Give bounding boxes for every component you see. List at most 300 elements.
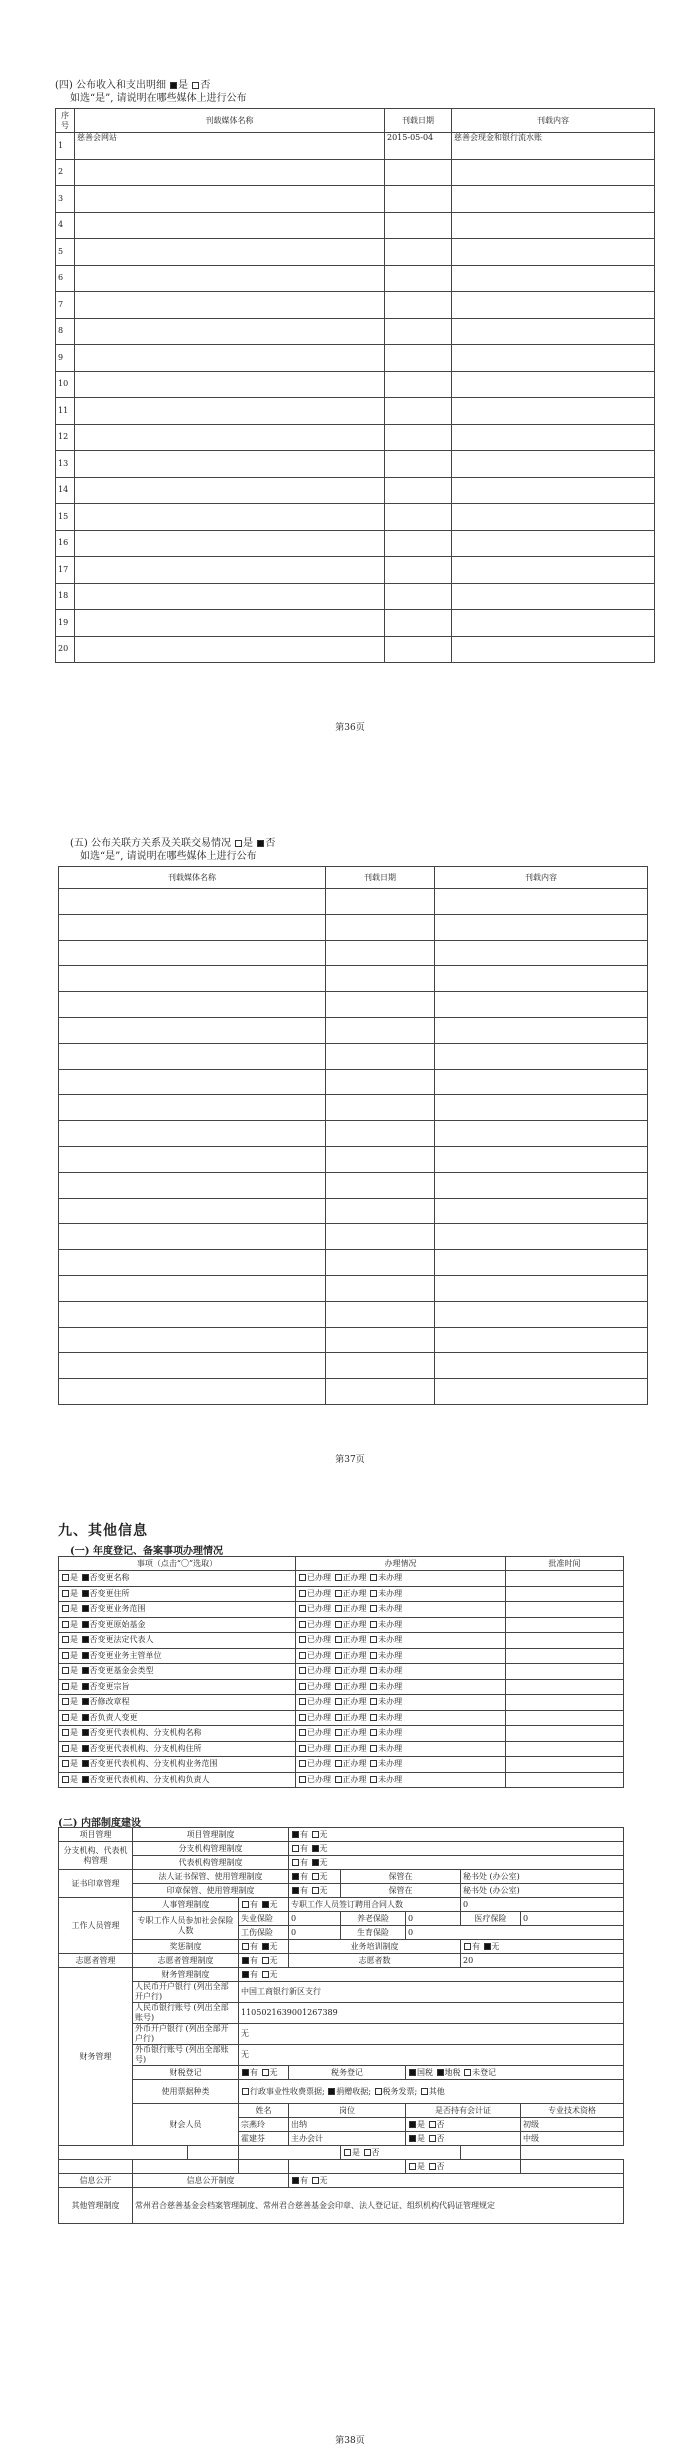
table-cell: 已办理 正办理 未办理 (296, 1726, 506, 1742)
checkbox[interactable] (82, 1621, 89, 1628)
table-cell (435, 889, 648, 915)
table-cell (435, 914, 648, 940)
table-cell (75, 530, 385, 557)
checkbox[interactable] (437, 2069, 444, 2076)
checkbox[interactable] (242, 1943, 249, 1950)
table-cell (452, 504, 655, 531)
table-cell (506, 1571, 624, 1587)
table-cell: 是 否变更宗旨 (59, 1679, 296, 1695)
table-cell: 已办理 正办理 未办理 (296, 1710, 506, 1726)
checkbox[interactable] (62, 1667, 69, 1674)
col-header: 刊载内容 (435, 867, 648, 889)
checkbox[interactable] (62, 1636, 69, 1643)
table-cell (385, 530, 452, 557)
table-cell (75, 583, 385, 610)
checkbox[interactable] (299, 1714, 306, 1721)
checkbox[interactable] (335, 1714, 342, 1721)
table-cell (452, 557, 655, 584)
table-cell: 已办理 正办理 未办理 (296, 1602, 506, 1618)
checkbox[interactable] (82, 1652, 89, 1659)
table-cell (452, 239, 655, 266)
checkbox[interactable] (299, 1574, 306, 1581)
table-row (56, 212, 655, 239)
table-row (59, 1275, 648, 1301)
checkbox[interactable] (62, 1760, 69, 1767)
table-cell: 9 (56, 345, 75, 372)
checkbox[interactable] (82, 1745, 89, 1752)
table-cell: 12 (56, 424, 75, 451)
checkbox[interactable] (370, 1745, 377, 1752)
table-cell (506, 1772, 624, 1788)
s5-no-checkbox[interactable] (257, 840, 264, 847)
checkbox[interactable] (409, 2069, 416, 2076)
checkbox[interactable] (429, 2163, 436, 2170)
checkbox[interactable] (335, 1667, 342, 1674)
checkbox[interactable] (312, 1873, 319, 1880)
checkbox[interactable] (299, 1621, 306, 1628)
checkbox[interactable] (370, 1776, 377, 1783)
list-item (59, 1586, 624, 1602)
row-label: 项目管理 (59, 1828, 133, 1842)
table-cell (435, 1017, 648, 1043)
table-cell (59, 1250, 326, 1276)
checkbox[interactable] (464, 1943, 471, 1950)
table-row (56, 610, 655, 637)
sub2-title: (二) 内部制度建设 (58, 1818, 141, 1829)
table-cell (75, 292, 385, 319)
table-cell: 15 (56, 504, 75, 531)
checkbox[interactable] (344, 2149, 351, 2156)
list-item (59, 1679, 624, 1695)
checkbox[interactable] (62, 1776, 69, 1783)
table-row (59, 1017, 648, 1043)
s4-title-line: (四) 公布收入和支出明细 是 否 (55, 80, 211, 91)
table-cell (435, 966, 648, 992)
table-row (56, 265, 655, 292)
checkbox[interactable] (262, 1901, 269, 1908)
col-header: 办理情况 (296, 1557, 506, 1571)
s5-note: 如选“是”, 请说明在哪些媒体上进行公布 (80, 851, 257, 862)
table-cell: 是 否变更业务主管单位 (59, 1648, 296, 1664)
table-cell (59, 992, 326, 1018)
checkbox[interactable] (370, 1636, 377, 1643)
checkbox[interactable] (335, 1776, 342, 1783)
table-cell (385, 265, 452, 292)
table-row (59, 1224, 648, 1250)
checkbox[interactable] (262, 1971, 269, 1978)
table-row (56, 636, 655, 663)
checkbox[interactable] (484, 1943, 491, 1950)
checkbox[interactable] (82, 1776, 89, 1783)
table-cell (385, 186, 452, 213)
table-cell (385, 477, 452, 504)
table-row (56, 318, 655, 345)
checkbox[interactable] (409, 2163, 416, 2170)
table-cell: 已办理 正办理 未办理 (296, 1664, 506, 1680)
table-cell (59, 1069, 326, 1095)
table-cell (326, 1301, 435, 1327)
checkbox[interactable] (370, 1714, 377, 1721)
table-row (56, 398, 655, 425)
checkbox[interactable] (335, 1729, 342, 1736)
checkbox[interactable] (299, 1667, 306, 1674)
checkbox[interactable] (242, 1971, 249, 1978)
field-label: 印章保管、使用管理制度 (133, 1884, 289, 1898)
checkbox[interactable] (335, 1574, 342, 1581)
checkbox[interactable] (62, 1621, 69, 1628)
checkbox[interactable] (292, 1845, 299, 1852)
checkbox[interactable] (335, 1636, 342, 1643)
row-label: 证书印章管理 (59, 1870, 133, 1898)
table-cell: 19 (56, 610, 75, 637)
table-row (59, 1043, 648, 1069)
col-header: 刊载媒体名称 (59, 867, 326, 889)
table-cell (326, 889, 435, 915)
table-cell: 2015-05-04 (385, 133, 452, 160)
table-cell (326, 1379, 435, 1405)
checkbox[interactable] (62, 1605, 69, 1612)
checkbox[interactable] (62, 1745, 69, 1752)
table-cell (385, 318, 452, 345)
list-item (59, 1571, 624, 1587)
checkbox[interactable] (312, 1887, 319, 1894)
table-cell: 1 (56, 133, 75, 160)
checkbox[interactable] (292, 2177, 299, 2184)
table-cell (326, 1250, 435, 1276)
table-row (59, 1146, 648, 1172)
checkbox[interactable] (335, 1683, 342, 1690)
table-cell (326, 1121, 435, 1147)
checkbox[interactable] (262, 2069, 269, 2076)
s5-title-line: (五) 公布关联方关系及关联交易情况 是 否 (70, 838, 276, 849)
table-cell (75, 610, 385, 637)
page-number-37: 第37页 (335, 1455, 365, 1465)
table-row (59, 992, 648, 1018)
table-row (56, 292, 655, 319)
table-cell (385, 159, 452, 186)
table-cell (506, 1664, 624, 1680)
table-cell: 已办理 正办理 未办理 (296, 1586, 506, 1602)
table-cell (75, 371, 385, 398)
checkbox[interactable] (292, 1859, 299, 1866)
col-header: 事项（点击“〇”选取） (59, 1557, 296, 1571)
checkbox[interactable] (62, 1729, 69, 1736)
table-cell (452, 477, 655, 504)
table-cell (506, 1741, 624, 1757)
table-cell: 11 (56, 398, 75, 425)
checkbox[interactable] (370, 1760, 377, 1767)
checkbox[interactable] (82, 1760, 89, 1767)
checkbox[interactable] (62, 1714, 69, 1721)
col-header: 刊载日期 (326, 867, 435, 889)
table-cell (452, 265, 655, 292)
checkbox[interactable] (335, 1745, 342, 1752)
table-cell (435, 1301, 648, 1327)
table-cell (59, 1121, 326, 1147)
checkbox[interactable] (335, 1652, 342, 1659)
checkbox[interactable] (421, 2088, 428, 2095)
table-cell (326, 1353, 435, 1379)
checkbox[interactable] (299, 1636, 306, 1643)
table-cell: 7 (56, 292, 75, 319)
table-cell (435, 1069, 648, 1095)
s4-title: (四) 公布收入和支出明细 (55, 80, 166, 91)
table-cell (59, 1017, 326, 1043)
list-item (59, 1741, 624, 1757)
checkbox[interactable] (242, 1901, 249, 1908)
table-cell (452, 159, 655, 186)
table-cell (385, 504, 452, 531)
table-cell (506, 1710, 624, 1726)
list-item (59, 1602, 624, 1618)
checkbox[interactable] (370, 1683, 377, 1690)
checkbox[interactable] (299, 1776, 306, 1783)
col-header: 序号 (56, 109, 75, 133)
table-cell (452, 610, 655, 637)
table-cell: 已办理 正办理 未办理 (296, 1648, 506, 1664)
checkbox[interactable] (370, 1574, 377, 1581)
table-cell: 已办理 正办理 未办理 (296, 1772, 506, 1788)
field-label: 法人证书保管、使用管理制度 (133, 1870, 289, 1884)
table-cell (385, 557, 452, 584)
checkbox[interactable] (82, 1714, 89, 1721)
checkbox[interactable] (312, 2177, 319, 2184)
checkbox[interactable] (364, 2149, 371, 2156)
s5-media-table (58, 866, 648, 1405)
registration-table (58, 1556, 624, 1788)
checkbox[interactable] (62, 1590, 69, 1597)
table-cell (385, 398, 452, 425)
s5-title: (五) 公布关联方关系及关联交易情况 (70, 838, 231, 849)
table-cell: 4 (56, 212, 75, 239)
checkbox[interactable] (299, 1683, 306, 1690)
checkbox[interactable] (370, 1590, 377, 1597)
checkbox[interactable] (429, 2135, 436, 2142)
table-cell (59, 889, 326, 915)
list-item (59, 1757, 624, 1773)
table-row (59, 1353, 648, 1379)
table-cell (75, 159, 385, 186)
checkbox[interactable] (370, 1621, 377, 1628)
table-cell (75, 239, 385, 266)
checkbox[interactable] (409, 2135, 416, 2142)
checkbox[interactable] (335, 1698, 342, 1705)
table-cell (385, 239, 452, 266)
table-row (59, 1069, 648, 1095)
checkbox[interactable] (292, 1873, 299, 1880)
table-cell (435, 1353, 648, 1379)
table-cell: 16 (56, 530, 75, 557)
checkbox[interactable] (370, 1698, 377, 1705)
table-cell (326, 1275, 435, 1301)
table-row (56, 371, 655, 398)
table-row (56, 530, 655, 557)
checkbox[interactable] (292, 1831, 299, 1838)
checkbox[interactable] (299, 1698, 306, 1705)
row-label: 志愿者管理 (59, 1954, 133, 1968)
table-row (56, 583, 655, 610)
checkbox[interactable] (299, 1605, 306, 1612)
table-cell: 5 (56, 239, 75, 266)
table-row (59, 1379, 648, 1405)
col-header: 批准时间 (506, 1557, 624, 1571)
table-cell (326, 992, 435, 1018)
checkbox[interactable] (335, 1760, 342, 1767)
checkbox[interactable] (335, 1621, 342, 1628)
table-cell (385, 371, 452, 398)
table-cell (385, 610, 452, 637)
s5-yes-checkbox[interactable] (235, 840, 242, 847)
checkbox[interactable] (299, 1590, 306, 1597)
table-row (59, 889, 648, 915)
table-cell (326, 1146, 435, 1172)
checkbox[interactable] (82, 1729, 89, 1736)
table-cell (59, 1172, 326, 1198)
checkbox[interactable] (312, 1845, 319, 1852)
table-cell (435, 1275, 648, 1301)
table-cell (75, 557, 385, 584)
table-cell: 已办理 正办理 未办理 (296, 1757, 506, 1773)
table-cell: 6 (56, 265, 75, 292)
checkbox[interactable] (299, 1745, 306, 1752)
checkbox[interactable] (62, 1574, 69, 1581)
checkbox[interactable] (370, 1729, 377, 1736)
checkbox[interactable] (409, 2121, 416, 2128)
checkbox[interactable] (62, 1683, 69, 1690)
table-cell (326, 1095, 435, 1121)
list-item (59, 1710, 624, 1726)
table-cell (59, 1301, 326, 1327)
table-cell (506, 1695, 624, 1711)
table-cell (75, 212, 385, 239)
sub1-title: (一) 年度登记、备案事项办理情况 (70, 1546, 223, 1557)
table-cell: 是 否变更代表机构、分支机构住所 (59, 1741, 296, 1757)
table-cell: 已办理 正办理 未办理 (296, 1633, 506, 1649)
page-number-38: 第38页 (335, 2436, 365, 2446)
table-row (56, 557, 655, 584)
checkbox[interactable] (262, 1943, 269, 1950)
checkbox[interactable] (262, 1957, 269, 1964)
checkbox[interactable] (312, 1831, 319, 1838)
table-cell (452, 424, 655, 451)
checkbox[interactable] (299, 1760, 306, 1767)
checkbox[interactable] (312, 1859, 319, 1866)
table-cell (435, 1379, 648, 1405)
table-row (56, 239, 655, 266)
checkbox[interactable] (335, 1605, 342, 1612)
table-cell (75, 318, 385, 345)
table-row (59, 1172, 648, 1198)
checkbox[interactable] (375, 2088, 382, 2095)
list-item (59, 1726, 624, 1742)
table-cell (435, 940, 648, 966)
table-cell (59, 914, 326, 940)
field-label: 代表机构管理制度 (133, 1856, 289, 1870)
table-cell (326, 966, 435, 992)
table-row (56, 504, 655, 531)
checkbox[interactable] (370, 1605, 377, 1612)
table-cell (59, 1198, 326, 1224)
table-cell (75, 398, 385, 425)
table-row (56, 345, 655, 372)
checkbox[interactable] (62, 1652, 69, 1659)
checkbox[interactable] (82, 1698, 89, 1705)
table-cell: 13 (56, 451, 75, 478)
table-cell: 是 否负责人变更 (59, 1710, 296, 1726)
checkbox[interactable] (82, 1667, 89, 1674)
table-cell: 20 (56, 636, 75, 663)
table-row (56, 186, 655, 213)
table-cell: 已办理 正办理 未办理 (296, 1571, 506, 1587)
table-cell: 已办理 正办理 未办理 (296, 1679, 506, 1695)
internal-system-table: 项目管理 项目管理制度 有 无 分支机构、代表机构管理 分支机构管理制度 有 无 代表机构管理制度 有 无 证书印章管理 法人证书保管、使用管理制度 有 无 保管在 秘书处 (办公室) 印章保管、使用管理制度 有 无 保管在 秘书处 (办公室) 工作人员管理 人事管理制度 有 无 专职工作人员签订聘用合同人数 0 专职工作人员参加社会保险人数 失业保险 0 养老保险 0 医疗保险 0 工伤保险 0 生育保险 0 奖惩制度 有 无 业务培训制度 有 无 志愿者管理 志愿者管理制度 有 无 志愿者数 20 财务管理 财务管理制度 有 无 人民币开户银行 (列出全部开户行) 中国工商银行新区支行 人民币银行账号 (列出全部账号) 1105021639001267389 外币开户银行 (列出全部开户行) 无 外币银行账号 (列出全部账号) 无 财税登记 有 无 税务登记 国税 地税 未登记 使用票据种类 行政事业性收费票据; 捐赠收据; 税务发票; 其他 财会人员 姓名 岗位 是否持有会计证 专业技术资格 宗燕玲 出纳 是 否 初级 霍建芬 主办会计 是 否 中级 是 否 是 否 信息公开 信息公开制度 有 无 其他管理制度 常州君合慈善基金会档案管理制度、常州君合慈善基金会印章、法人登记证、组织机构代码证管理规定 (58, 1827, 624, 2224)
table-cell (59, 1353, 326, 1379)
checkbox[interactable] (82, 1605, 89, 1612)
table-cell: 2 (56, 159, 75, 186)
checkbox[interactable] (82, 1636, 89, 1643)
checkbox[interactable] (328, 2088, 335, 2095)
table-cell (452, 451, 655, 478)
table-cell: 已办理 正办理 未办理 (296, 1617, 506, 1633)
table-row (59, 1301, 648, 1327)
checkbox[interactable] (82, 1574, 89, 1581)
checkbox[interactable] (335, 1590, 342, 1597)
table-cell (435, 1250, 648, 1276)
checkbox[interactable] (242, 2069, 249, 2076)
s4-no-checkbox[interactable] (192, 82, 199, 89)
table-cell (506, 1633, 624, 1649)
checkbox[interactable] (299, 1652, 306, 1659)
checkbox[interactable] (370, 1667, 377, 1674)
table-row (59, 914, 648, 940)
table-row (56, 159, 655, 186)
table-cell: 10 (56, 371, 75, 398)
table-cell: 慈善会现金和银行流水账 (452, 133, 655, 160)
checkbox[interactable] (464, 2069, 471, 2076)
table-cell (435, 1327, 648, 1353)
checkbox[interactable] (82, 1683, 89, 1690)
table-cell (75, 265, 385, 292)
table-cell (452, 318, 655, 345)
checkbox[interactable] (82, 1590, 89, 1597)
s4-yes-checkbox[interactable] (170, 82, 177, 89)
checkbox[interactable] (299, 1729, 306, 1736)
table-cell (385, 345, 452, 372)
table-cell (75, 451, 385, 478)
table-cell (59, 1095, 326, 1121)
table-cell (506, 1679, 624, 1695)
col-header: 刊载媒体名称 (75, 109, 385, 133)
col-header: 刊载日期 (385, 109, 452, 133)
checkbox[interactable] (242, 1957, 249, 1964)
list-item (59, 1648, 624, 1664)
table-cell (59, 940, 326, 966)
table-cell: 是 否变更原始基金 (59, 1617, 296, 1633)
checkbox[interactable] (429, 2121, 436, 2128)
row-label: 工作人员管理 (59, 1898, 133, 1954)
table-cell (59, 1379, 326, 1405)
table-cell (326, 1069, 435, 1095)
table-cell (326, 1017, 435, 1043)
checkbox[interactable] (242, 2088, 249, 2095)
checkbox[interactable] (292, 1887, 299, 1894)
table-cell: 是 否变更名称 (59, 1571, 296, 1587)
checkbox[interactable] (62, 1698, 69, 1705)
checkbox[interactable] (370, 1652, 377, 1659)
table-cell (452, 636, 655, 663)
row-label: 其他管理制度 (59, 2188, 133, 2224)
list-item (59, 1695, 624, 1711)
